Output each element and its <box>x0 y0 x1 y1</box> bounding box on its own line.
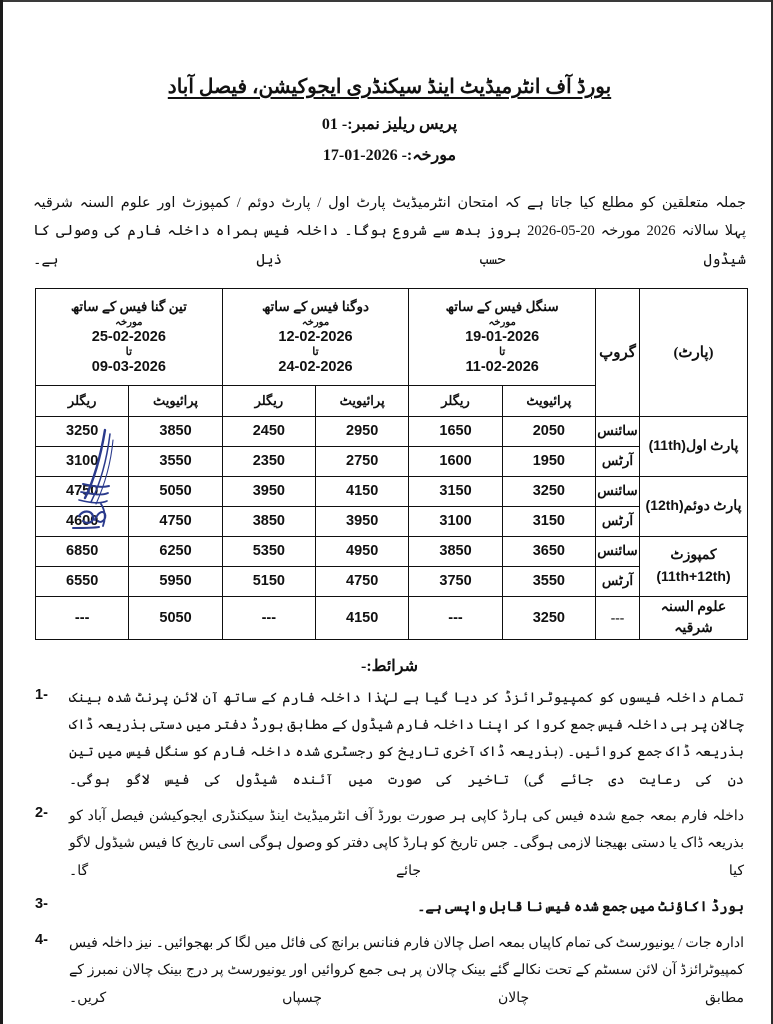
condition-number: 4- <box>35 932 48 949</box>
cell-single-regular: 1600 <box>409 446 502 476</box>
cell-single-private: 3650 <box>502 536 595 566</box>
cell-single-regular: --- <box>409 596 502 639</box>
cell-group: سائنس <box>596 536 640 566</box>
condition-text: تمام داخلہ فیسوں کو کمپیوٹرائزڈ کر دیا گیا ہے لہٰذا داخلہ فارم کے ساتھ آن لائن پرنٹ شدہ بینک چالان پر ہی داخلہ فیس جمع کروا کر اپنا داخلہ فارم شیڈول کے مطابق بورڈ دفتر میں دستی بذریعہ ڈاک بذریعہ ڈاک جمع کروائیں۔ (بذریعہ ڈاک آخری تاریخ کو رجسٹری شدہ داخلہ فارم کو سنگل فیس میں تین دن کی رعایت دی جائے گی) تاخیر کی صورت میں آئندہ شیڈول کی فیس لاگو ہوگی۔ <box>69 690 744 788</box>
part-label-ur: پارٹ اول <box>685 439 739 455</box>
slot-double-date-to: 24-02-2026 <box>278 358 353 375</box>
condition-item <box>35 930 744 1012</box>
slot-single-title: سنگل فیس کے ساتھ <box>445 298 559 314</box>
cell-group: --- <box>596 596 640 639</box>
part-label-en: (12th) <box>645 497 684 514</box>
press-release-number <box>25 114 754 134</box>
cell-triple-private: 3850 <box>129 416 222 446</box>
intro-line-1: جملہ متعلقین کو مطلع کیا جاتا ہے کہ امتحان انٹرمیڈیٹ پارٹ اول / پارٹ دوئم / کمپوزٹ اور علوم السنہ شرقیہ <box>33 195 746 211</box>
cell-part <box>640 476 748 536</box>
cell-group: آرٹس <box>596 446 640 476</box>
cell-part <box>640 536 748 596</box>
document-content <box>3 0 773 1021</box>
slot-single-date-from: 19-01-2026 <box>465 329 540 346</box>
cell-group: آرٹس <box>596 506 640 536</box>
cell-single-regular: 3100 <box>409 506 502 536</box>
press-release-value: 01 <box>321 116 338 133</box>
condition-item <box>35 894 744 921</box>
press-release-date <box>25 145 754 165</box>
slot-triple-title: تین گنا فیس کے ساتھ <box>70 298 187 314</box>
part-label-ur: کمپوزٹ <box>670 547 717 563</box>
cell-triple-regular: 4600 <box>36 506 129 536</box>
subhead-single-private: پرائیویٹ <box>502 385 595 416</box>
slot-single-ta: تا <box>498 345 506 358</box>
cell-double-private: 4750 <box>316 566 409 596</box>
cell-single-private: 3150 <box>502 506 595 536</box>
condition-number: 1- <box>35 686 48 703</box>
cell-double-private: 3950 <box>316 506 409 536</box>
cell-triple-regular: --- <box>36 596 129 639</box>
cell-double-regular: --- <box>222 596 315 639</box>
cell-triple-regular: 4750 <box>36 476 129 506</box>
condition-number: 3- <box>35 895 48 912</box>
subhead-triple-regular: ریگلر <box>36 385 129 416</box>
cell-double-regular: 5350 <box>222 536 315 566</box>
table-row <box>36 476 748 506</box>
cell-double-private: 2950 <box>316 416 409 446</box>
cell-triple-private: 5050 <box>129 596 222 639</box>
cell-double-regular: 3950 <box>222 476 315 506</box>
condition-text: داخلہ فارم بمعہ جمع شدہ فیس کی ہارڈ کاپی ہر صورت بورڈ آف انٹرمیڈیٹ اینڈ سیکنڈری ایجوکیشن فیصل آباد کو بذریعہ ڈاک یا دستی بھیجنا لازمی ہوگی۔ جس تاریخ کو ہارڈ کاپی دفتر کو وصول ہوگی اسی تاریخ کا فیس شیڈول لاگو کیا جائے گا۔ <box>69 808 744 879</box>
part-label-ur: علوم السنہ شرقیہ <box>660 599 727 636</box>
table-row <box>36 416 748 446</box>
slot-double-title: دوگنا فیس کے ساتھ <box>261 298 370 314</box>
slot-triple-ta: تا <box>125 345 133 358</box>
header-slot-single <box>409 288 596 385</box>
header-group: گروپ <box>596 288 640 416</box>
condition-item <box>35 803 744 885</box>
cell-double-regular: 3850 <box>222 506 315 536</box>
cell-triple-private: 6250 <box>129 536 222 566</box>
masthead <box>25 0 754 165</box>
table-head <box>36 288 748 416</box>
cell-single-regular: 3150 <box>409 476 502 506</box>
cell-double-private: 4150 <box>316 476 409 506</box>
cell-triple-regular: 6850 <box>36 536 129 566</box>
cell-part <box>640 416 748 476</box>
part-label-ur: پارٹ دوئم <box>683 499 742 515</box>
press-release-label: پریس ریلیز نمبر:- <box>341 116 458 133</box>
conditions-heading: شرائط:- <box>361 657 418 675</box>
subhead-double-regular: ریگلر <box>222 385 315 416</box>
cell-double-private: 4150 <box>316 596 409 639</box>
slot-single-morkha: مورخہ <box>488 317 516 329</box>
cell-single-private: 1950 <box>502 446 595 476</box>
slot-double-date-from: 12-02-2026 <box>278 329 353 346</box>
cell-single-regular: 3850 <box>409 536 502 566</box>
cell-triple-private: 4750 <box>129 506 222 536</box>
table-row <box>36 536 748 566</box>
cell-double-private: 4950 <box>316 536 409 566</box>
cell-double-regular: 2450 <box>222 416 315 446</box>
cell-double-regular: 2350 <box>222 446 315 476</box>
cell-triple-private: 5950 <box>129 566 222 596</box>
part-label-en: (11th) <box>648 437 686 454</box>
cell-single-private: 3250 <box>502 476 595 506</box>
condition-number: 2- <box>35 804 48 821</box>
cell-triple-regular: 3250 <box>36 416 129 446</box>
header-part: (پارٹ) <box>640 288 748 416</box>
slot-triple-date-to: 09-03-2026 <box>91 358 166 375</box>
date-label: مورخہ:- <box>401 147 457 164</box>
header-slot-triple <box>36 288 223 385</box>
table-row <box>36 596 748 639</box>
cell-single-regular: 1650 <box>409 416 502 446</box>
date-value: 17-01-2026 <box>322 147 398 164</box>
fee-schedule-table-wrapper <box>25 288 754 640</box>
cell-single-private: 3550 <box>502 566 595 596</box>
slot-double-ta: تا <box>312 345 319 358</box>
table-body <box>36 416 748 639</box>
subhead-triple-private: پرائیویٹ <box>129 385 222 416</box>
intro-paragraph <box>25 189 754 274</box>
cell-single-private: 3250 <box>502 596 595 639</box>
cell-group: آرٹس <box>596 566 640 596</box>
cell-single-regular: 3750 <box>409 566 502 596</box>
slot-single-date-to: 11-02-2026 <box>465 358 539 375</box>
condition-text: بورڈ اکاؤنٹ میں جمع شدہ فیس نا قابل واپسی ہے۔ <box>417 899 744 915</box>
cell-double-private: 2750 <box>316 446 409 476</box>
organization-title: بورڈ آف انٹرمیڈیٹ اینڈ سیکنڈری ایجوکیشن، فیصل آباد <box>167 76 612 98</box>
cell-single-private: 2050 <box>502 416 595 446</box>
conditions-section <box>25 656 754 1012</box>
header-slot-double <box>222 288 409 385</box>
fee-schedule-table <box>35 288 748 640</box>
subhead-single-regular: ریگلر <box>409 385 502 416</box>
condition-text: ادارہ جات / یونیورسٹ کی تمام کاپیاں بمعہ اصل چالان فارم فنانس برانچ کی فائل میں لگا کر بھجوائیں۔ نیز داخلہ فیس کمپیوٹرائزڈ آن لائن سسٹم کے تحت نکالے گئے بینک چالان پر ہی جمع کروائیں اور یونیورسٹ پر درج بینک چالان نمبرز کے مطابق چالان چسپاں کریں۔ <box>69 936 744 1006</box>
intro-line-2: پہلا سالانہ 2026 مورخہ 20-05-2026 بروز بدھ سے شروع ہوگا۔ داخلہ فیس ہمراہ داخلہ فارم کی وصولی کا شیڈول حسب ذیل ہے۔ <box>33 223 746 268</box>
cell-part <box>640 596 748 639</box>
table-header-row-slots <box>36 288 748 385</box>
cell-triple-private: 3550 <box>129 446 222 476</box>
cell-triple-regular: 3100 <box>36 446 129 476</box>
part-label-en: (11th+12th) <box>656 567 731 584</box>
cell-double-regular: 5150 <box>222 566 315 596</box>
cell-group: سائنس <box>596 476 640 506</box>
slot-double-morkha: مورخہ <box>301 317 330 329</box>
condition-item <box>35 685 744 794</box>
subhead-double-private: پرائیویٹ <box>316 385 409 416</box>
cell-group: سائنس <box>596 416 640 446</box>
cell-triple-private: 5050 <box>129 476 222 506</box>
cell-triple-regular: 6550 <box>36 566 129 596</box>
slot-triple-morkha: مورخہ <box>115 317 143 329</box>
conditions-list <box>35 685 744 1012</box>
slot-triple-date-from: 25-02-2026 <box>91 329 166 346</box>
